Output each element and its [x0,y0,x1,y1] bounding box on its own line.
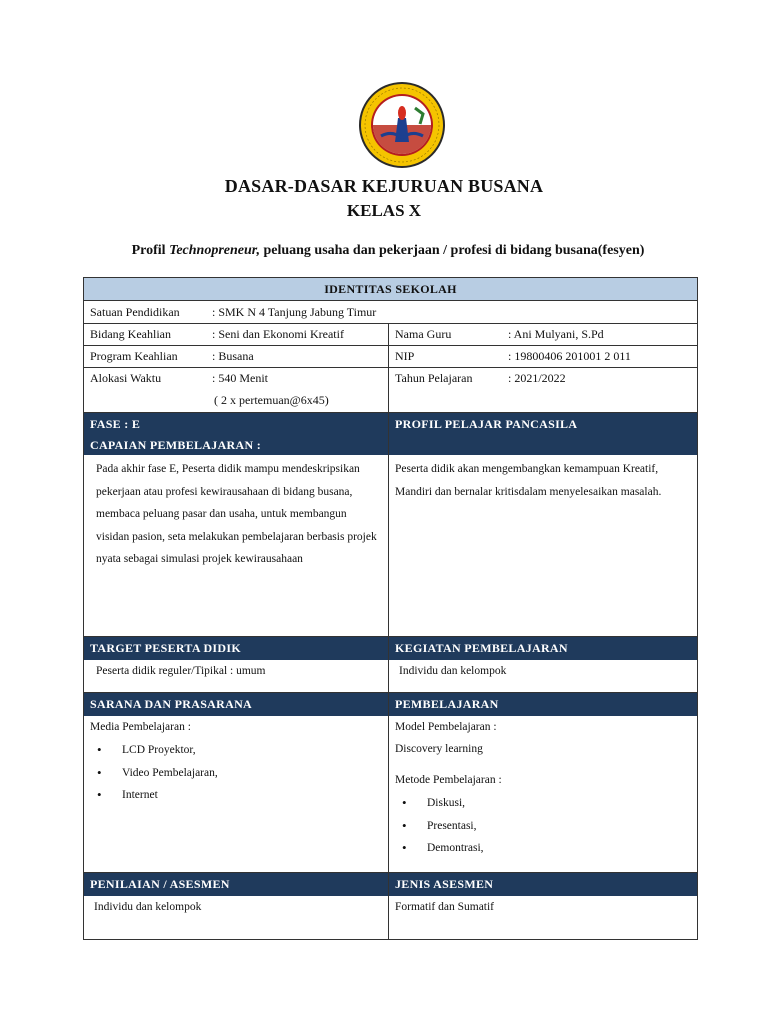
satuan-value: : SMK N 4 Tanjung Jabung Timur [212,305,377,319]
list-item: • Presentasi, [397,815,677,838]
model-value: Discovery learning [395,743,483,755]
column-divider [388,637,389,693]
metode-label: Metode Pembelajaran : [395,774,502,786]
alokasi-value-detail: ( 2 x pertemuan@6x45) [214,393,329,407]
capaian-heading: CAPAIAN PEMBELAJARAN : [90,438,262,452]
bidang-label: Bidang Keahlian [90,327,171,341]
column-divider [388,413,389,637]
list-item: • Demontrasi, [397,837,677,860]
satuan-label: Satuan Pendidikan [90,305,180,319]
identitas-heading-text: IDENTITAS SEKOLAH [324,282,457,296]
alokasi-label: Alokasi Waktu [90,371,162,385]
divider [84,323,697,324]
target-heading: TARGET PESERTA DIDIK [90,641,241,655]
profil-heading: PROFIL PELAJAR PANCASILA [395,417,578,431]
tahun-value: : 2021/2022 [508,371,566,385]
media-list [92,739,372,807]
subtitle-prefix: Profil [131,243,170,258]
program-value: : Busana [212,349,254,363]
model-label: Model Pembelajaran : [395,721,497,733]
tahun-label: Tahun Pelajaran [395,371,473,385]
bidang-value: : Seni dan Ekonomi Kreatif [212,327,344,341]
lesson-plan-table [83,277,698,940]
column-divider [388,693,389,873]
subtitle-suffix: peluang usaha dan pekerjaan / profesi di bidang busana(fesyen) [259,243,645,258]
penilaian-heading: PENILAIAN / ASESMEN [90,877,230,891]
divider [84,367,697,368]
target-text: Peserta didik reguler/Tipikal : umum [96,665,266,677]
pembelajaran-heading: PEMBELAJARAN [395,697,499,711]
kegiatan-heading: KEGIATAN PEMBELAJARAN [395,641,568,655]
list-item: • Diskusi, [397,792,677,815]
list-item: • Video Pembelajaran, [92,762,372,785]
capaian-text: Pada akhir fase E, Peserta didik mampu mendeskripsikan pekerjaan atau profesi kewirausahaan di bidang busana, membaca peluang pasar dan usaha, untuk membangun visidan pasion, seta melakukan pembelajaran berbasis projek nyata sebagai simulasi projek kewirausahaan [96,463,377,566]
nip-label: NIP [395,349,415,363]
penilaian-text: Individu dan kelompok [94,901,202,913]
list-item: • Internet [92,784,372,807]
column-divider [388,323,389,413]
document-subtitle [0,243,768,259]
subtitle-italic: Technopreneur, [169,243,260,258]
alokasi-value: : 540 Menit [212,371,268,385]
class-label: KELAS X [346,201,422,220]
jenis-text: Formatif dan Sumatif [395,901,495,913]
nip-value: : 19800406 201001 2 011 [508,349,631,363]
list-item: • LCD Proyektor, [92,739,372,762]
program-label: Program Keahlian [90,349,178,363]
school-logo [357,80,447,170]
jenis-heading: JENIS ASESMEN [395,877,494,891]
metode-list [397,792,677,860]
guru-label: Nama Guru [395,327,452,341]
kegiatan-text: Individu dan kelompok [399,665,507,677]
profil-text: Peserta didik akan mengembangkan kemampuan Kreatif, Mandiri dan bernalar kritisdalam menyelesaikan masalah. [395,463,662,498]
column-divider [388,873,389,939]
document-title: DASAR-DASAR KEJURUAN BUSANA [224,176,544,196]
fase-heading: FASE : E [90,417,141,431]
media-intro: Media Pembelajaran : [90,721,191,733]
guru-value: : Ani Mulyani, S.Pd [508,327,604,341]
identitas-heading [84,278,697,300]
sarana-heading: SARANA DAN PRASARANA [90,697,253,711]
